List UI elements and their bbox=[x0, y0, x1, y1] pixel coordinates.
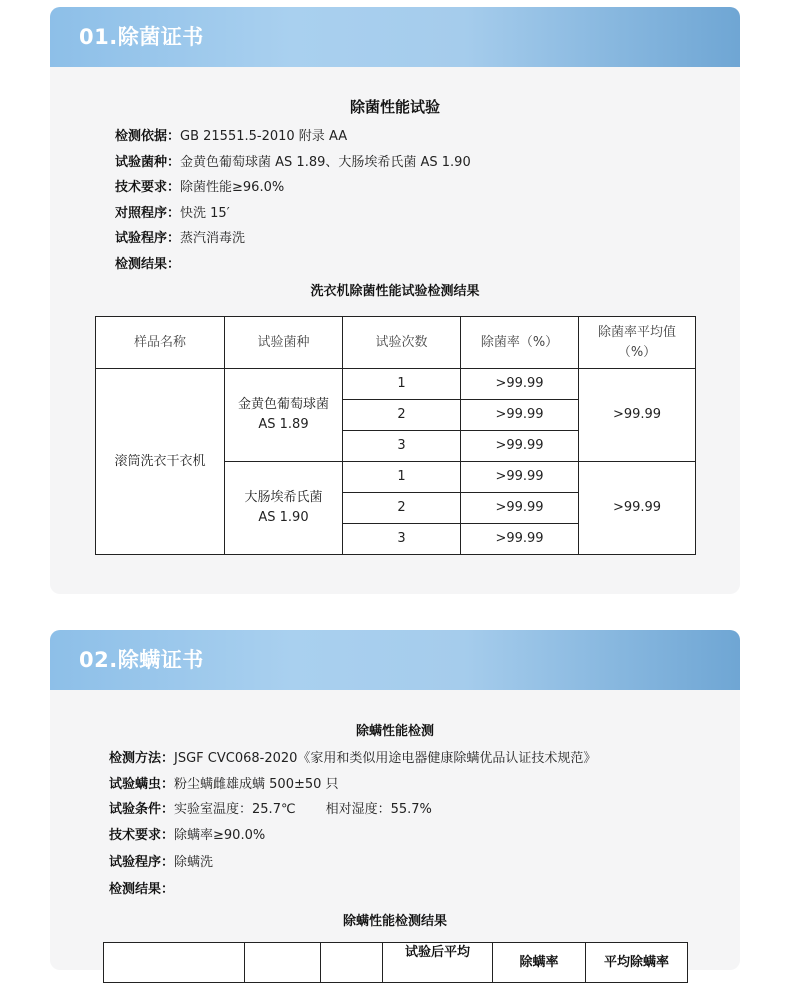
rate-cell: >99.99 bbox=[461, 524, 579, 555]
table-header-row bbox=[96, 317, 696, 369]
trial-number-cell: 3 bbox=[343, 431, 461, 462]
info-line: 技术要求：除菌性能≥96.0% bbox=[115, 180, 285, 195]
info-line: 试验菌种：金黄色葡萄球菌 AS 1.89、大肠埃希氏菌 AS 1.90 bbox=[115, 155, 471, 170]
trial-number-cell: 2 bbox=[343, 400, 461, 431]
info-line: 检测方法：JSGF CVC068-2020《家用和类似用途电器健康除螨优品认证技术规范》 bbox=[109, 751, 597, 766]
section-banner bbox=[50, 630, 740, 690]
report-title: 除菌性能试验 bbox=[349, 98, 440, 116]
info-line: 试验螨虫：粉尘螨雌雄成螨 500±50 只 bbox=[109, 777, 339, 792]
sterilization-results-table bbox=[95, 316, 696, 555]
report-title: 除螨性能检测 bbox=[355, 724, 434, 739]
header-cell: 试验次数 bbox=[343, 317, 461, 369]
info-line: 检测结果： bbox=[109, 882, 175, 897]
strain-cell: 大肠埃希氏菌 AS 1.90 bbox=[225, 462, 343, 555]
average-cell: >99.99 bbox=[579, 462, 696, 555]
info-line: 对照程序：快洗 15′ bbox=[115, 206, 230, 221]
table-header-row bbox=[104, 943, 688, 983]
header-cell: 除菌率平均值 （%） bbox=[579, 317, 696, 369]
header-cell: 除螨率 bbox=[493, 943, 586, 983]
header-cell: 除菌率（%） bbox=[461, 317, 579, 369]
table-title: 除螨性能检测结果 bbox=[342, 914, 447, 929]
sterilization-certificate-card bbox=[50, 7, 740, 594]
strain-cell: 金黄色葡萄球菌 AS 1.89 bbox=[225, 369, 343, 462]
mite-results-table bbox=[103, 942, 688, 983]
header-cell: 样品名称 bbox=[96, 317, 225, 369]
average-cell: >99.99 bbox=[579, 369, 696, 462]
banner-title: 02.除螨证书 bbox=[79, 648, 204, 672]
header-cell bbox=[104, 943, 245, 983]
info-line: 试验条件：实验室温度：25.7℃ 相对湿度：55.7% bbox=[109, 802, 432, 817]
trial-number-cell: 2 bbox=[343, 493, 461, 524]
banner-title: 01.除菌证书 bbox=[79, 25, 204, 49]
section-banner bbox=[50, 7, 740, 67]
header-cell: 试验后平均 bbox=[383, 943, 493, 983]
rate-cell: >99.99 bbox=[461, 431, 579, 462]
info-line: 检测依据：GB 21551.5-2010 附录 AA bbox=[115, 129, 348, 144]
rate-cell: >99.99 bbox=[461, 369, 579, 400]
table-row bbox=[96, 369, 696, 400]
header-cell bbox=[321, 943, 383, 983]
info-line: 技术要求：除螨率≥90.0% bbox=[109, 828, 266, 843]
header-cell: 平均除螨率 bbox=[586, 943, 688, 983]
trial-number-cell: 1 bbox=[343, 369, 461, 400]
rate-cell: >99.99 bbox=[461, 462, 579, 493]
info-line: 试验程序：蒸汽消毒洗 bbox=[115, 231, 246, 246]
table-title: 洗衣机除菌性能试验检测结果 bbox=[310, 284, 480, 299]
trial-number-cell: 3 bbox=[343, 524, 461, 555]
mite-removal-certificate-card bbox=[50, 630, 740, 970]
trial-number-cell: 1 bbox=[343, 462, 461, 493]
info-line: 试验程序：除螨洗 bbox=[109, 855, 214, 870]
info-line: 检测结果： bbox=[115, 257, 181, 272]
rate-cell: >99.99 bbox=[461, 493, 579, 524]
header-cell bbox=[245, 943, 321, 983]
sample-name-cell: 滚筒洗衣干衣机 bbox=[96, 369, 225, 555]
header-cell: 试验菌种 bbox=[225, 317, 343, 369]
rate-cell: >99.99 bbox=[461, 400, 579, 431]
